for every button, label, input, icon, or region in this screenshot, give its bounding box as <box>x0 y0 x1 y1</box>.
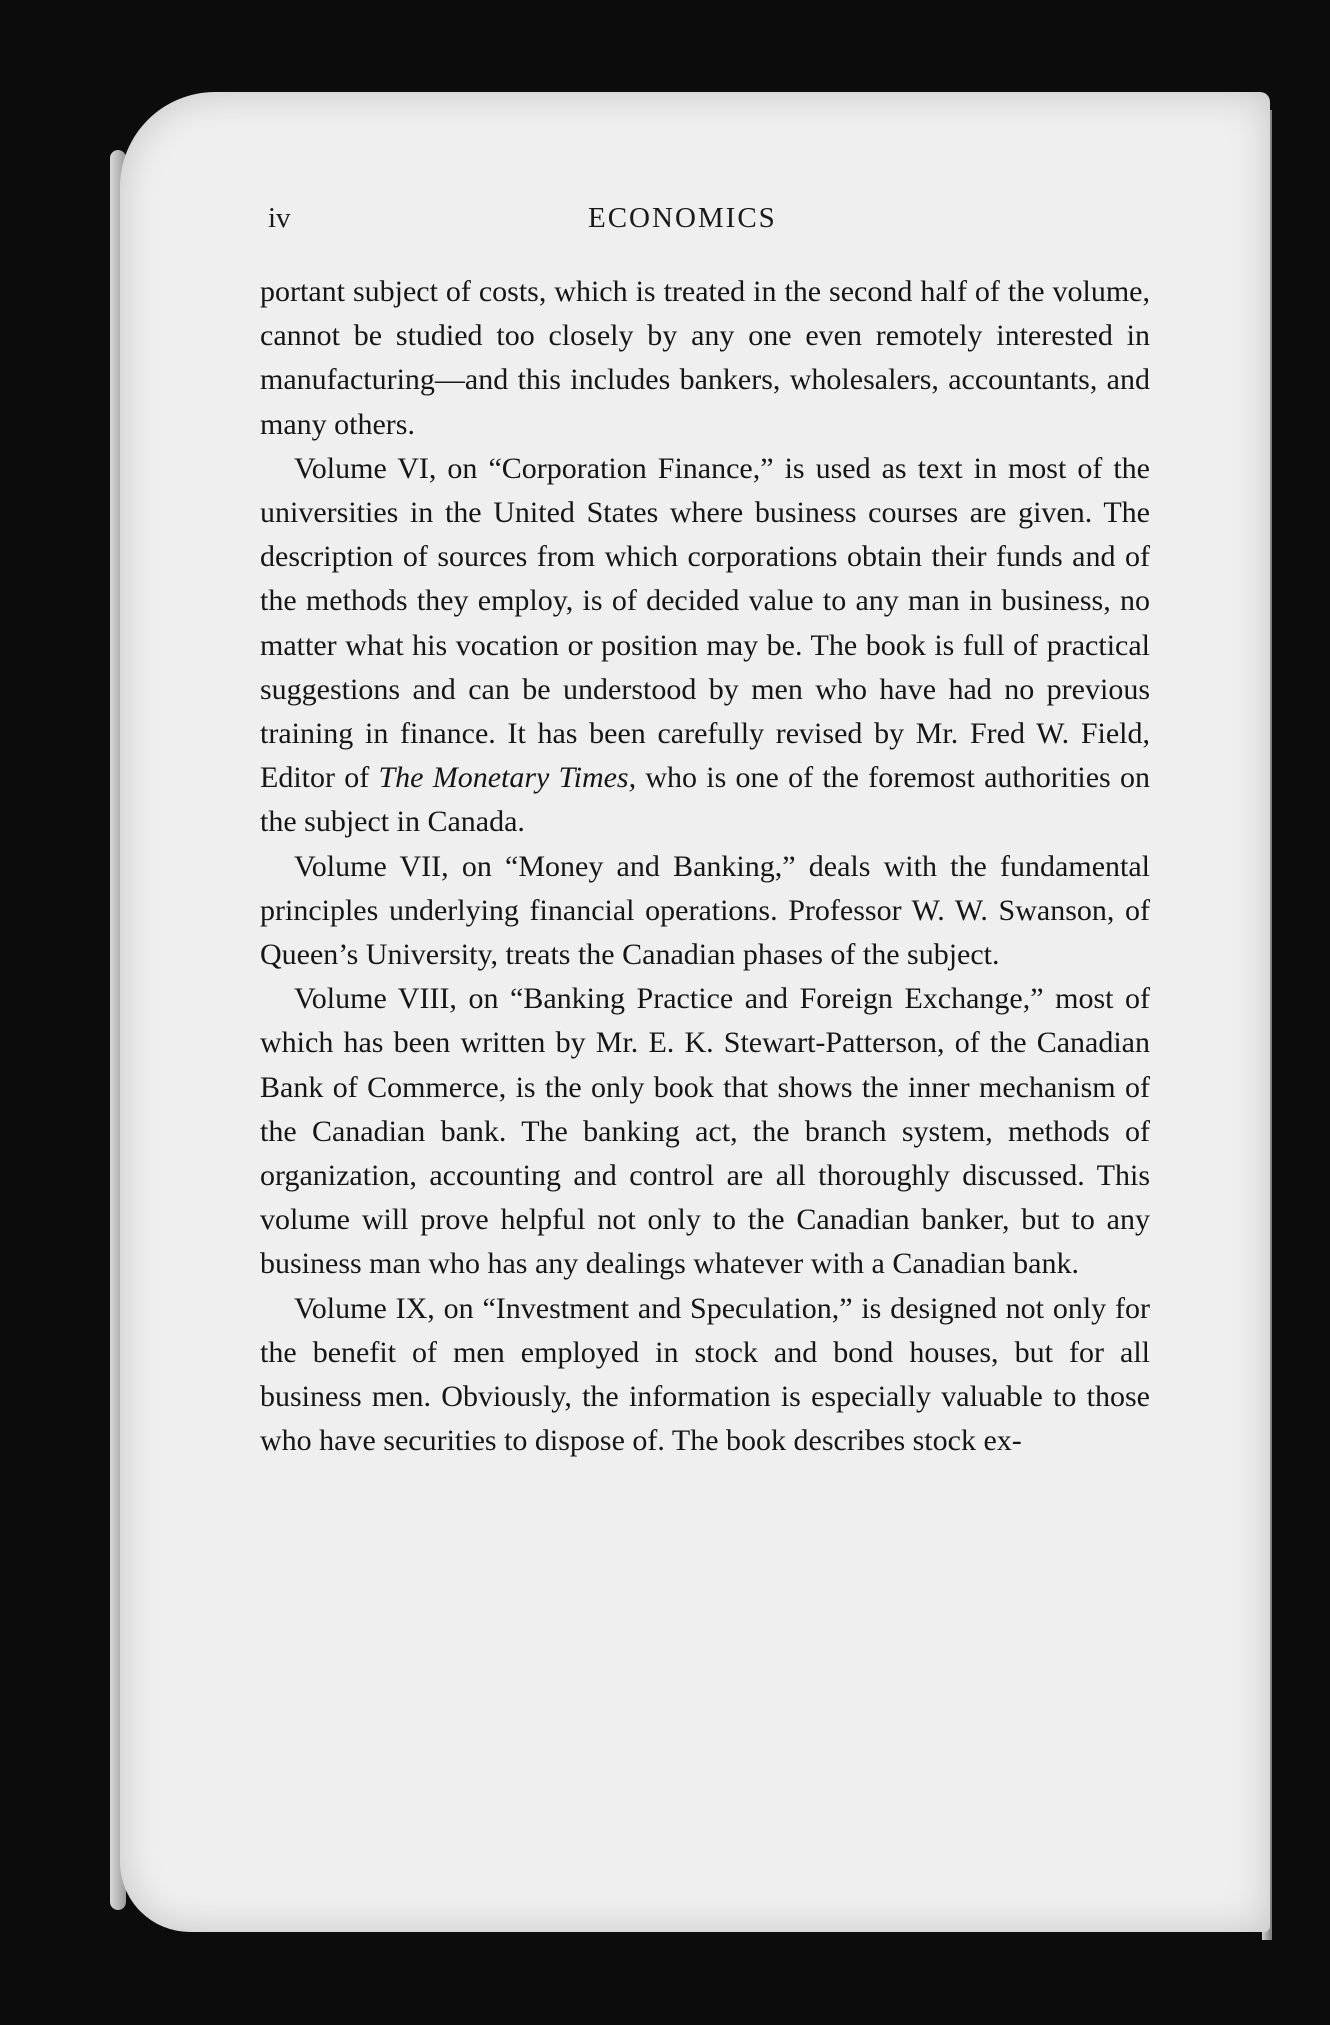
body-text <box>260 270 1150 1463</box>
paragraph-4: Volume VIII, on “Banking Practice and Foreign Exchange,” most of which has been written by Mr. E. K. Stewart-Patterson, of the Canadian Bank of Commerce, is the only book that shows the inner mechanism of the Canadian bank. The banking act, the branch system, methods of organization, accounting and control are all thoroughly discussed. This volume will prove helpful not only to the Canadian banker, but to any business man who has any dealings whatever with a Canadian bank. <box>260 982 1150 1281</box>
paragraph-5: Volume IX, on “Investment and Speculation,” is designed not only for the benefit of men employed in stock and bond houses, but for all business men. Obviously, the information is especially valuable to those who have securities to dispose of. The book describes stock ex- <box>260 1291 1150 1458</box>
paragraph-1: portant subject of costs, which is treated in the second half of the volume, cannot be studied too closely by any one even remotely interested in manufacturing—and this includes bankers, wholesalers, accountants, and many others. <box>260 275 1150 441</box>
book-page <box>120 92 1270 1932</box>
page-header <box>268 202 1120 242</box>
paragraph-2 <box>260 447 1150 845</box>
paragraph-2-text-after: who is one of the foremost authorities on the subject in Canada. <box>260 761 1150 839</box>
page-number: iv <box>268 202 291 234</box>
paragraph-2-text-before: Volume VI, on “Corporation Finance,” is used as text in most of the universities in the United States where business courses are given. The description of sources from which corporations obtain their funds and of the methods they employ, is of decided value to any man in business, no matter what his vocation or position may be. The book is full of practical suggestions and can be understood by men who have had no previous training in finance. It has been carefully revised by Mr. Fred W. Field, Editor of <box>260 451 1150 795</box>
running-head: ECONOMICS <box>588 202 777 234</box>
paragraph-3: Volume VII, on “Money and Banking,” deals with the fundamental principles underlying financial operations. Professor W. W. Swanson, of Queen’s University, treats the Canadian phases of the subject. <box>260 849 1150 972</box>
publication-title: The Monetary Times, <box>378 761 637 795</box>
